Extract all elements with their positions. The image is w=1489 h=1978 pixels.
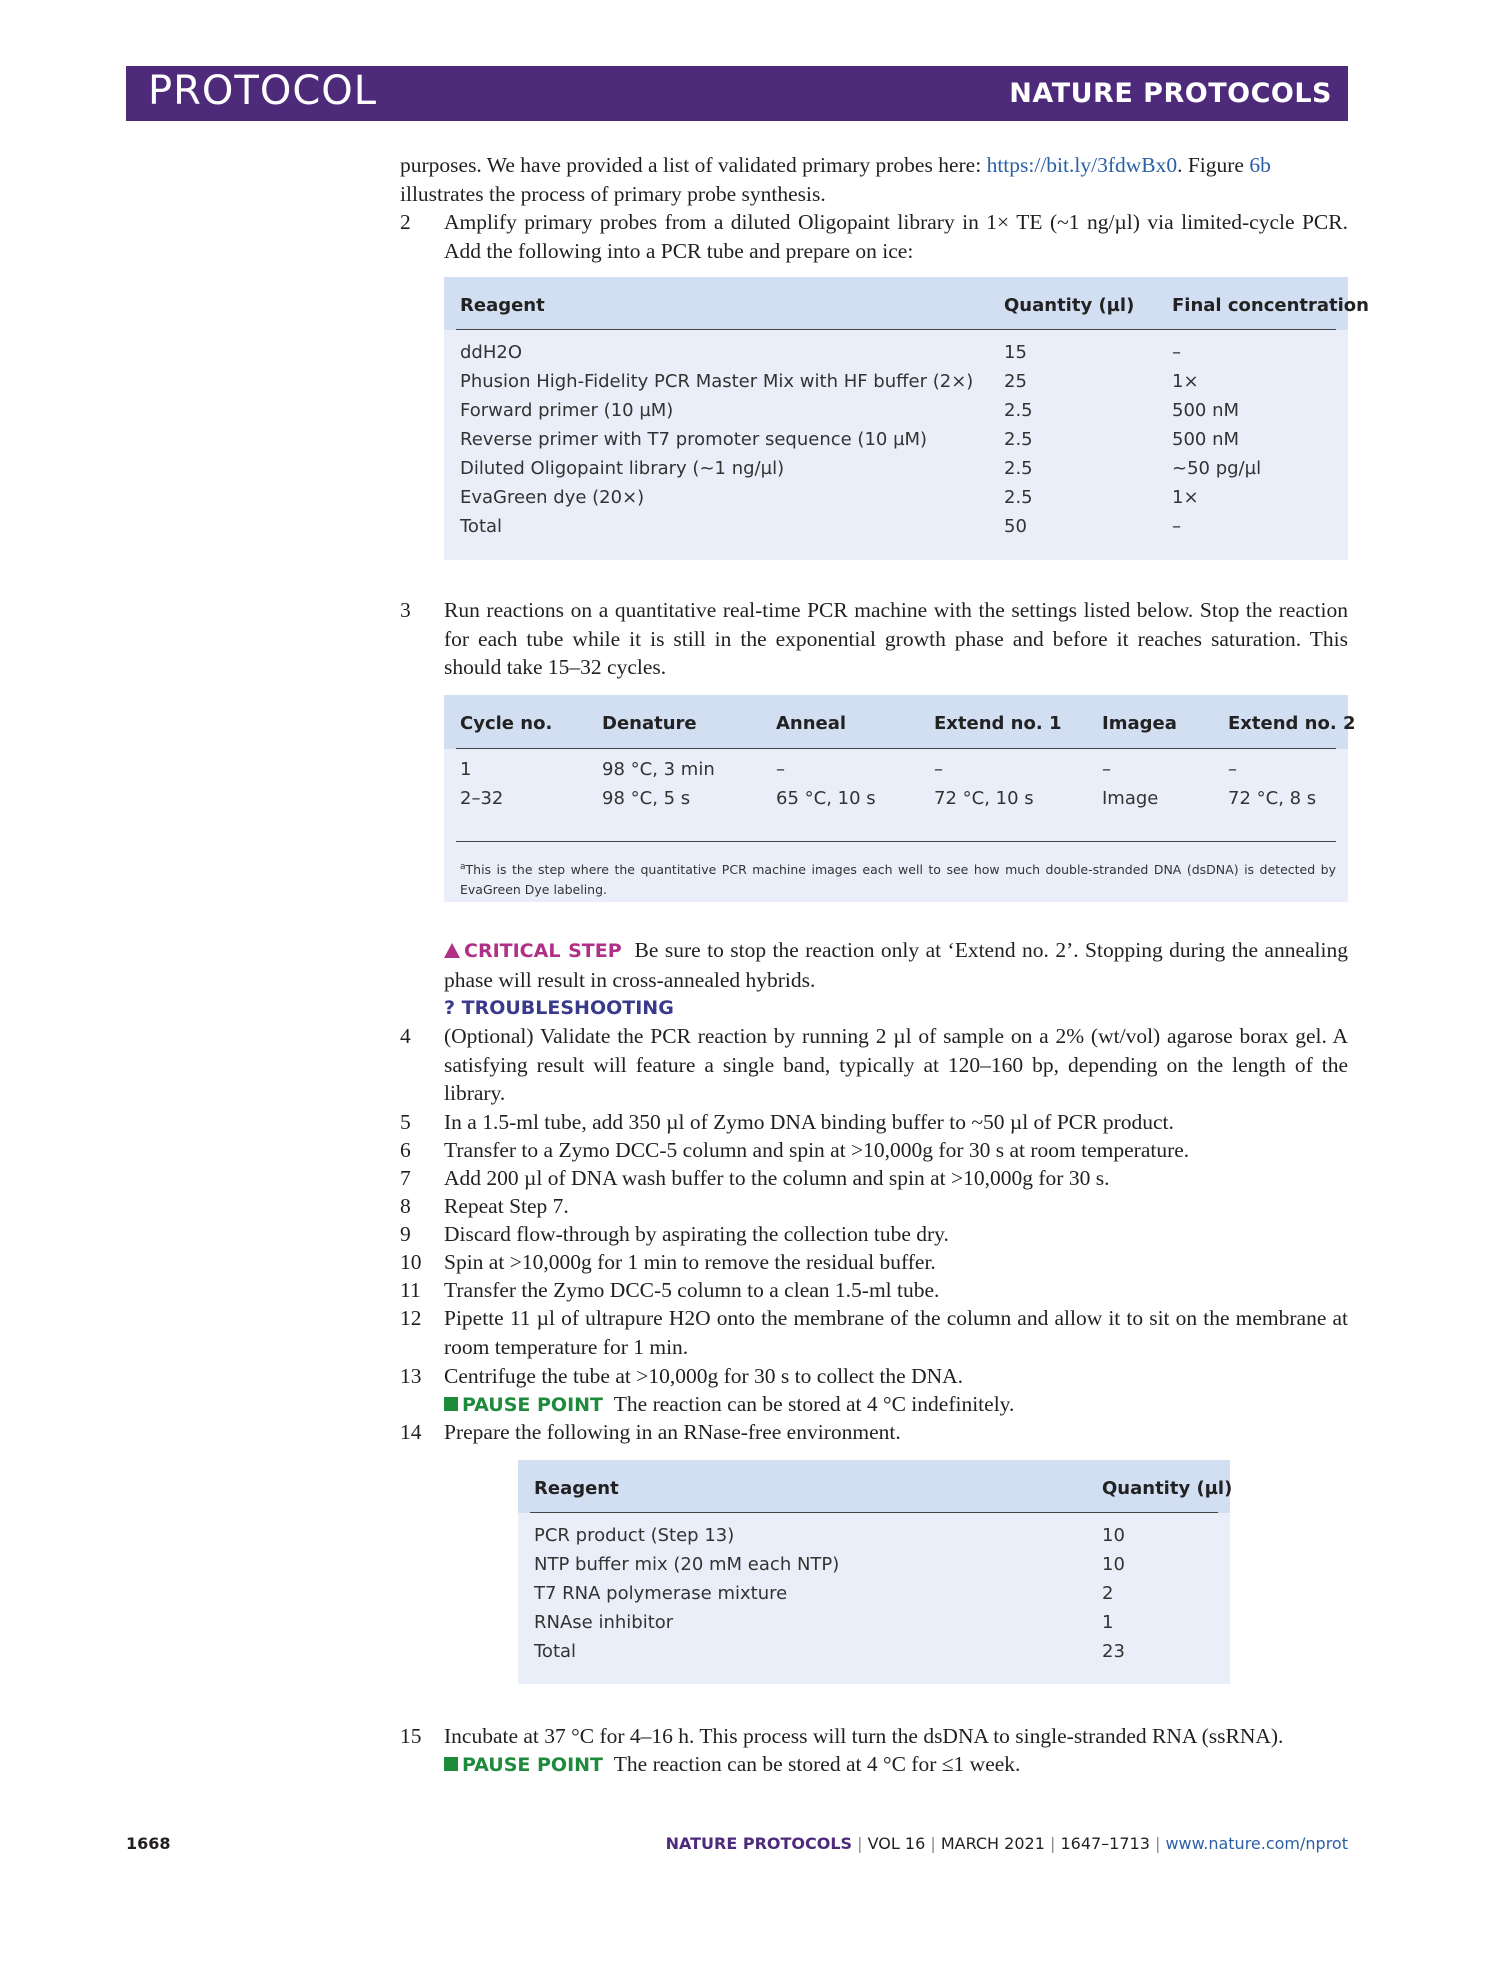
step-5 [400,1108,1348,1137]
pause-point-2 [400,1750,1348,1780]
table-cell: 500 nM [1172,400,1240,421]
header-cycle: Cycle no. [460,713,553,734]
table-cell: 2.5 [1004,429,1033,450]
step-8 [400,1192,1348,1221]
header-banner [126,66,1348,121]
table-cell: 15 [1004,342,1027,363]
transcription-reagent-table [518,1460,1233,1684]
table-cell: RNAse inhibitor [534,1612,674,1633]
step-text: Add 200 µl of DNA wash buffer to the column and spin at >10,000g for 30 s. [444,1166,1110,1190]
step-text: Transfer the Zymo DCC-5 column to a clean 1.5-ml tube. [444,1278,940,1302]
step-number: 11 [400,1278,421,1302]
step-text: Incubate at 37 °C for 4–16 h. This process will turn the dsDNA to single-stranded RNA (ssRNA). [444,1724,1284,1748]
step-text: Run reactions on a quantitative real-time PCR machine with the settings listed below. Stop the reaction for each tube while it is still in the exponential growth phase and before it reaches saturation. This should take 15–32 cycles. [444,598,1348,679]
table-cell: 72 °C, 8 s [1228,788,1317,809]
table-cell: 72 °C, 10 s [934,788,1034,809]
pause-text: The reaction can be stored at 4 °C indefinitely. [613,1392,1015,1416]
header-reagent: Reagent [460,295,545,316]
step-number: 14 [400,1420,422,1444]
table-cell: 2.5 [1004,487,1033,508]
footnote-text: This is the step where the quantitative PCR machine images each well to see how much double-stranded DNA (dsDNA) is detected by EvaGreen Dye labeling. [460,862,1336,898]
step-number: 15 [400,1724,422,1748]
table-cell: 2.5 [1004,458,1033,479]
footnote-rule [456,841,1336,842]
step-12 [400,1304,1348,1361]
table-cell: ~50 pg/µl [1172,458,1262,479]
intro-text-2: illustrates the process of primary probe synthesis. [400,181,826,206]
table-cell: 1 [1102,1612,1114,1633]
table-cell: – [1172,516,1181,537]
journal-name: NATURE PROTOCOLS [1009,78,1332,109]
table-header [518,1460,1233,1513]
intro-text-mid: . Figure [1177,153,1250,177]
header-denature: Denature [602,713,697,734]
header-anneal: Anneal [776,713,847,734]
table-cell: – [934,759,943,780]
step-number: 12 [400,1306,422,1330]
step-number: 8 [400,1194,411,1218]
table-cell: 98 °C, 3 min [602,759,715,780]
step-text: Transfer to a Zymo DCC-5 column and spin at >10,000g for 30 s at room temperature. [444,1138,1190,1162]
step-number: 3 [400,598,411,622]
table-cell: – [1102,759,1111,780]
step-13 [400,1362,1348,1391]
table-cell: 1× [1172,371,1199,392]
step-text: Amplify primary probes from a diluted Oligopaint library in 1× TE (~1 ng/µl) via limited-cycle PCR. Add the following into a PCR tube and prepare on ice: [444,210,1348,263]
troubleshooting-link[interactable]: ? TROUBLESHOOTING [444,997,674,1019]
footer-journal: NATURE PROTOCOLS [665,1834,853,1853]
probe-list-link[interactable]: https://bit.ly/3fdwBx0 [986,153,1178,177]
step-number: 7 [400,1166,411,1190]
step-3 [400,596,1348,682]
table-footnote [460,857,1336,900]
footer-pages: 1647–1713 [1060,1834,1150,1853]
table-cell: 2.5 [1004,400,1033,421]
step-11 [400,1276,1348,1305]
section-label: PROTOCOL [148,68,378,114]
step-text: Centrifuge the tube at >10,000g for 30 s to collect the DNA. [444,1364,964,1388]
pause-square-icon [444,1757,458,1771]
header-rule [530,1512,1218,1513]
step-text: Spin at >10,000g for 1 min to remove the residual buffer. [444,1250,936,1274]
table-cell: EvaGreen dye (20×) [460,487,645,508]
table-cell: T7 RNA polymerase mixture [534,1583,788,1604]
step-15 [400,1722,1348,1751]
step-text: Repeat Step 7. [444,1194,569,1218]
table-cell: NTP buffer mix (20 mM each NTP) [534,1554,840,1575]
header-extend-2: Extend no. 2 [1228,713,1356,734]
step-4 [400,1022,1348,1108]
step-text: Pipette 11 µl of ultrapure H2O onto the membrane of the column and allow it to sit on the membrane at room temperature for 1 min. [444,1306,1348,1359]
header-rule [456,329,1336,330]
footer-volume: VOL 16 [867,1834,926,1853]
pcr-reagent-table [444,277,1369,560]
step-number: 9 [400,1222,411,1246]
table-cell: 500 nM [1172,429,1240,450]
critical-body [444,936,1348,994]
footer-date: MARCH 2021 [940,1834,1045,1853]
step-number: 10 [400,1250,422,1274]
step-text: (Optional) Validate the PCR reaction by running 2 µl of sample on a 2% (wt/vol) agarose borax gel. A satisfying result will feature a single band, typically at 120–160 bp, depending on the length of the library. [444,1024,1348,1105]
step-7 [400,1164,1348,1193]
table-cell: Phusion High-Fidelity PCR Master Mix with HF buffer (2×) [460,371,974,392]
critical-label: CRITICAL STEP [464,940,622,962]
step-6 [400,1136,1348,1165]
footer-citation: NATURE PROTOCOLS | VOL 16 | MARCH 2021 | 1647–1713 | www.nature.com/nprot [665,1834,1348,1853]
table-cell: Total [534,1641,577,1662]
header-reagent: Reagent [534,1478,619,1499]
table-cell: Diluted Oligopaint library (~1 ng/µl) [460,458,785,479]
page-number: 1668 [126,1834,171,1853]
table-cell: 2 [1102,1583,1114,1604]
step-number: 2 [400,210,411,234]
step-number: 4 [400,1024,411,1048]
header-extend-1: Extend no. 1 [934,713,1062,734]
table-cell: 1× [1172,487,1199,508]
footnote-mark: a [460,862,466,872]
critical-text: Be sure to stop the reaction only at ‘Extend no. 2’. Stopping during the annealing phase will result in cross-annealed hybrids. [444,938,1348,992]
header-quantity: Quantity (µl) [1004,295,1135,316]
intro-paragraph [400,151,1348,208]
table-cell: 98 °C, 5 s [602,788,691,809]
figure-link[interactable]: 6b [1249,153,1271,177]
pcr-cycle-table [444,695,1356,902]
table-cell: 1 [460,759,472,780]
step-text: Prepare the following in an RNase-free environment. [444,1420,901,1444]
table-cell: 2–32 [460,788,504,809]
step-text: Discard flow-through by aspirating the collection tube dry. [444,1222,949,1246]
step-number: 6 [400,1138,411,1162]
step-2 [400,208,1348,265]
critical-step [400,936,1348,994]
table-header [444,277,1369,330]
step-text: In a 1.5-ml tube, add 350 µl of Zymo DNA binding buffer to ~50 µl of PCR product. [444,1110,1174,1134]
step-9 [400,1220,1348,1249]
pause-label: PAUSE POINT [462,1754,604,1776]
header-rule [456,748,1336,749]
table-header [444,695,1356,749]
header-final-concentration: Final concentration [1172,295,1369,316]
pause-point-1 [400,1390,1348,1420]
step-number: 13 [400,1364,422,1388]
step-10 [400,1248,1348,1277]
table-cell: 25 [1004,371,1027,392]
header-quantity: Quantity (µl) [1102,1478,1233,1499]
table-cell: Reverse primer with T7 promoter sequence (10 µM) [460,429,928,450]
header-image: Imagea [1102,713,1177,734]
table-cell: – [1172,342,1181,363]
footer-url[interactable]: www.nature.com/nprot [1165,1834,1348,1853]
table-cell: ddH2O [460,342,523,363]
table-cell: 10 [1102,1554,1125,1575]
table-cell: – [1228,759,1237,780]
warning-triangle-icon [444,943,460,958]
troubleshooting [400,993,1348,1023]
pause-label: PAUSE POINT [462,1394,604,1416]
table-cell: PCR product (Step 13) [534,1525,735,1546]
intro-text: purposes. We have provided a list of validated primary probes here: [400,153,987,177]
table-cell: – [776,759,785,780]
step-number: 5 [400,1110,411,1134]
table-cell: Total [460,516,503,537]
table-cell: 10 [1102,1525,1125,1546]
pause-square-icon [444,1397,458,1411]
table-cell: 65 °C, 10 s [776,788,876,809]
table-cell: 23 [1102,1641,1125,1662]
table-cell: 50 [1004,516,1027,537]
table-cell: Image [1102,788,1159,809]
table-cell: Forward primer (10 µM) [460,400,674,421]
pause-text: The reaction can be stored at 4 °C for ≤1 week. [613,1752,1021,1776]
step-14 [400,1418,1348,1447]
